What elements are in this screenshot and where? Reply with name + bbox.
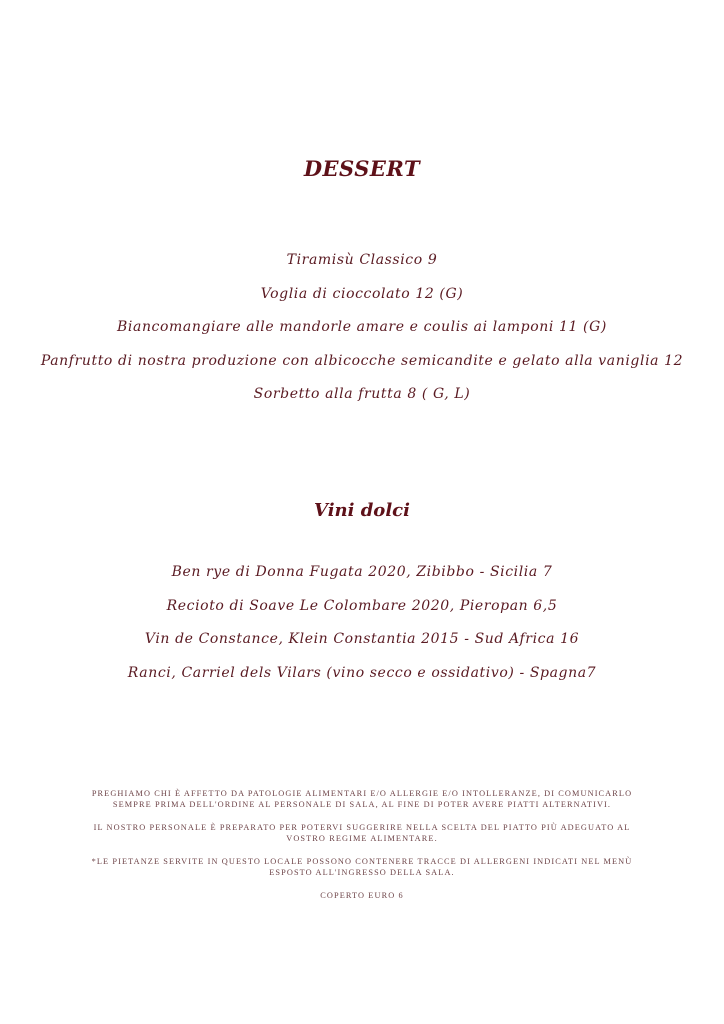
vini-dolci-list <box>0 556 724 690</box>
dessert-item: Biancomangiare alle mandorle amare e coulis ai lamponi 11 (G) <box>117 319 607 336</box>
allergy-note: PREGHIAMO CHI È AFFETTO DA PATOLOGIE ALIMENTARI E/O ALLERGIE E/O INTOLLERANZE, DI COMUNICARLO SEMPRE PRIMA DELL'ORDINE AL PERSONALE DI SALA, AL FINE DI POTER AVERE PIATTI ALTERNATIVI. <box>91 789 633 809</box>
wine-item: Recioto di Soave Le Colombare 2020, Pieropan 6,5 <box>166 597 558 614</box>
dessert-item: Voglia di cioccolato 12 (G) <box>260 285 464 302</box>
vini-dolci-heading: Vini dolci <box>314 500 410 521</box>
dessert-item: Tiramisù Classico 9 <box>286 252 438 268</box>
wine-item: Vin de Constance, Klein Constantia 2015 - Sud Africa 16 <box>144 631 580 648</box>
dessert-item: Panfrutto di nostra produzione con albicocche semicandite e gelato alla vaniglia 12 <box>40 352 684 369</box>
wine-item: Ben rye di Donna Fugata 2020, Zibibbo - Sicilia 7 <box>171 564 553 580</box>
wine-item: Ranci, Carriel dels Vilars (vino secco e ossidativo) - Spagna7 <box>127 664 597 681</box>
cover-charge: COPERTO EURO 6 <box>320 891 404 900</box>
staff-note: IL NOSTRO PERSONALE È PREPARATO PER POTERVI SUGGERIRE NELLA SCELTA DEL PIATTO PIÙ ADEGUATO AL VOSTRO REGIME ALIMENTARE. <box>93 823 631 843</box>
dessert-item: Sorbetto alla frutta 8 ( G, L) <box>253 386 471 403</box>
dessert-heading: DESSERT <box>303 156 421 181</box>
dessert-list <box>0 244 724 412</box>
allergen-traces-note: *LE PIETANZE SERVITE IN QUESTO LOCALE POSSONO CONTENERE TRACCE DI ALLERGENI INDICATI NEL MENÙ ESPOSTO ALL'INGRESSO DELLA SALA. <box>91 857 633 877</box>
allergy-notes <box>80 788 644 913</box>
